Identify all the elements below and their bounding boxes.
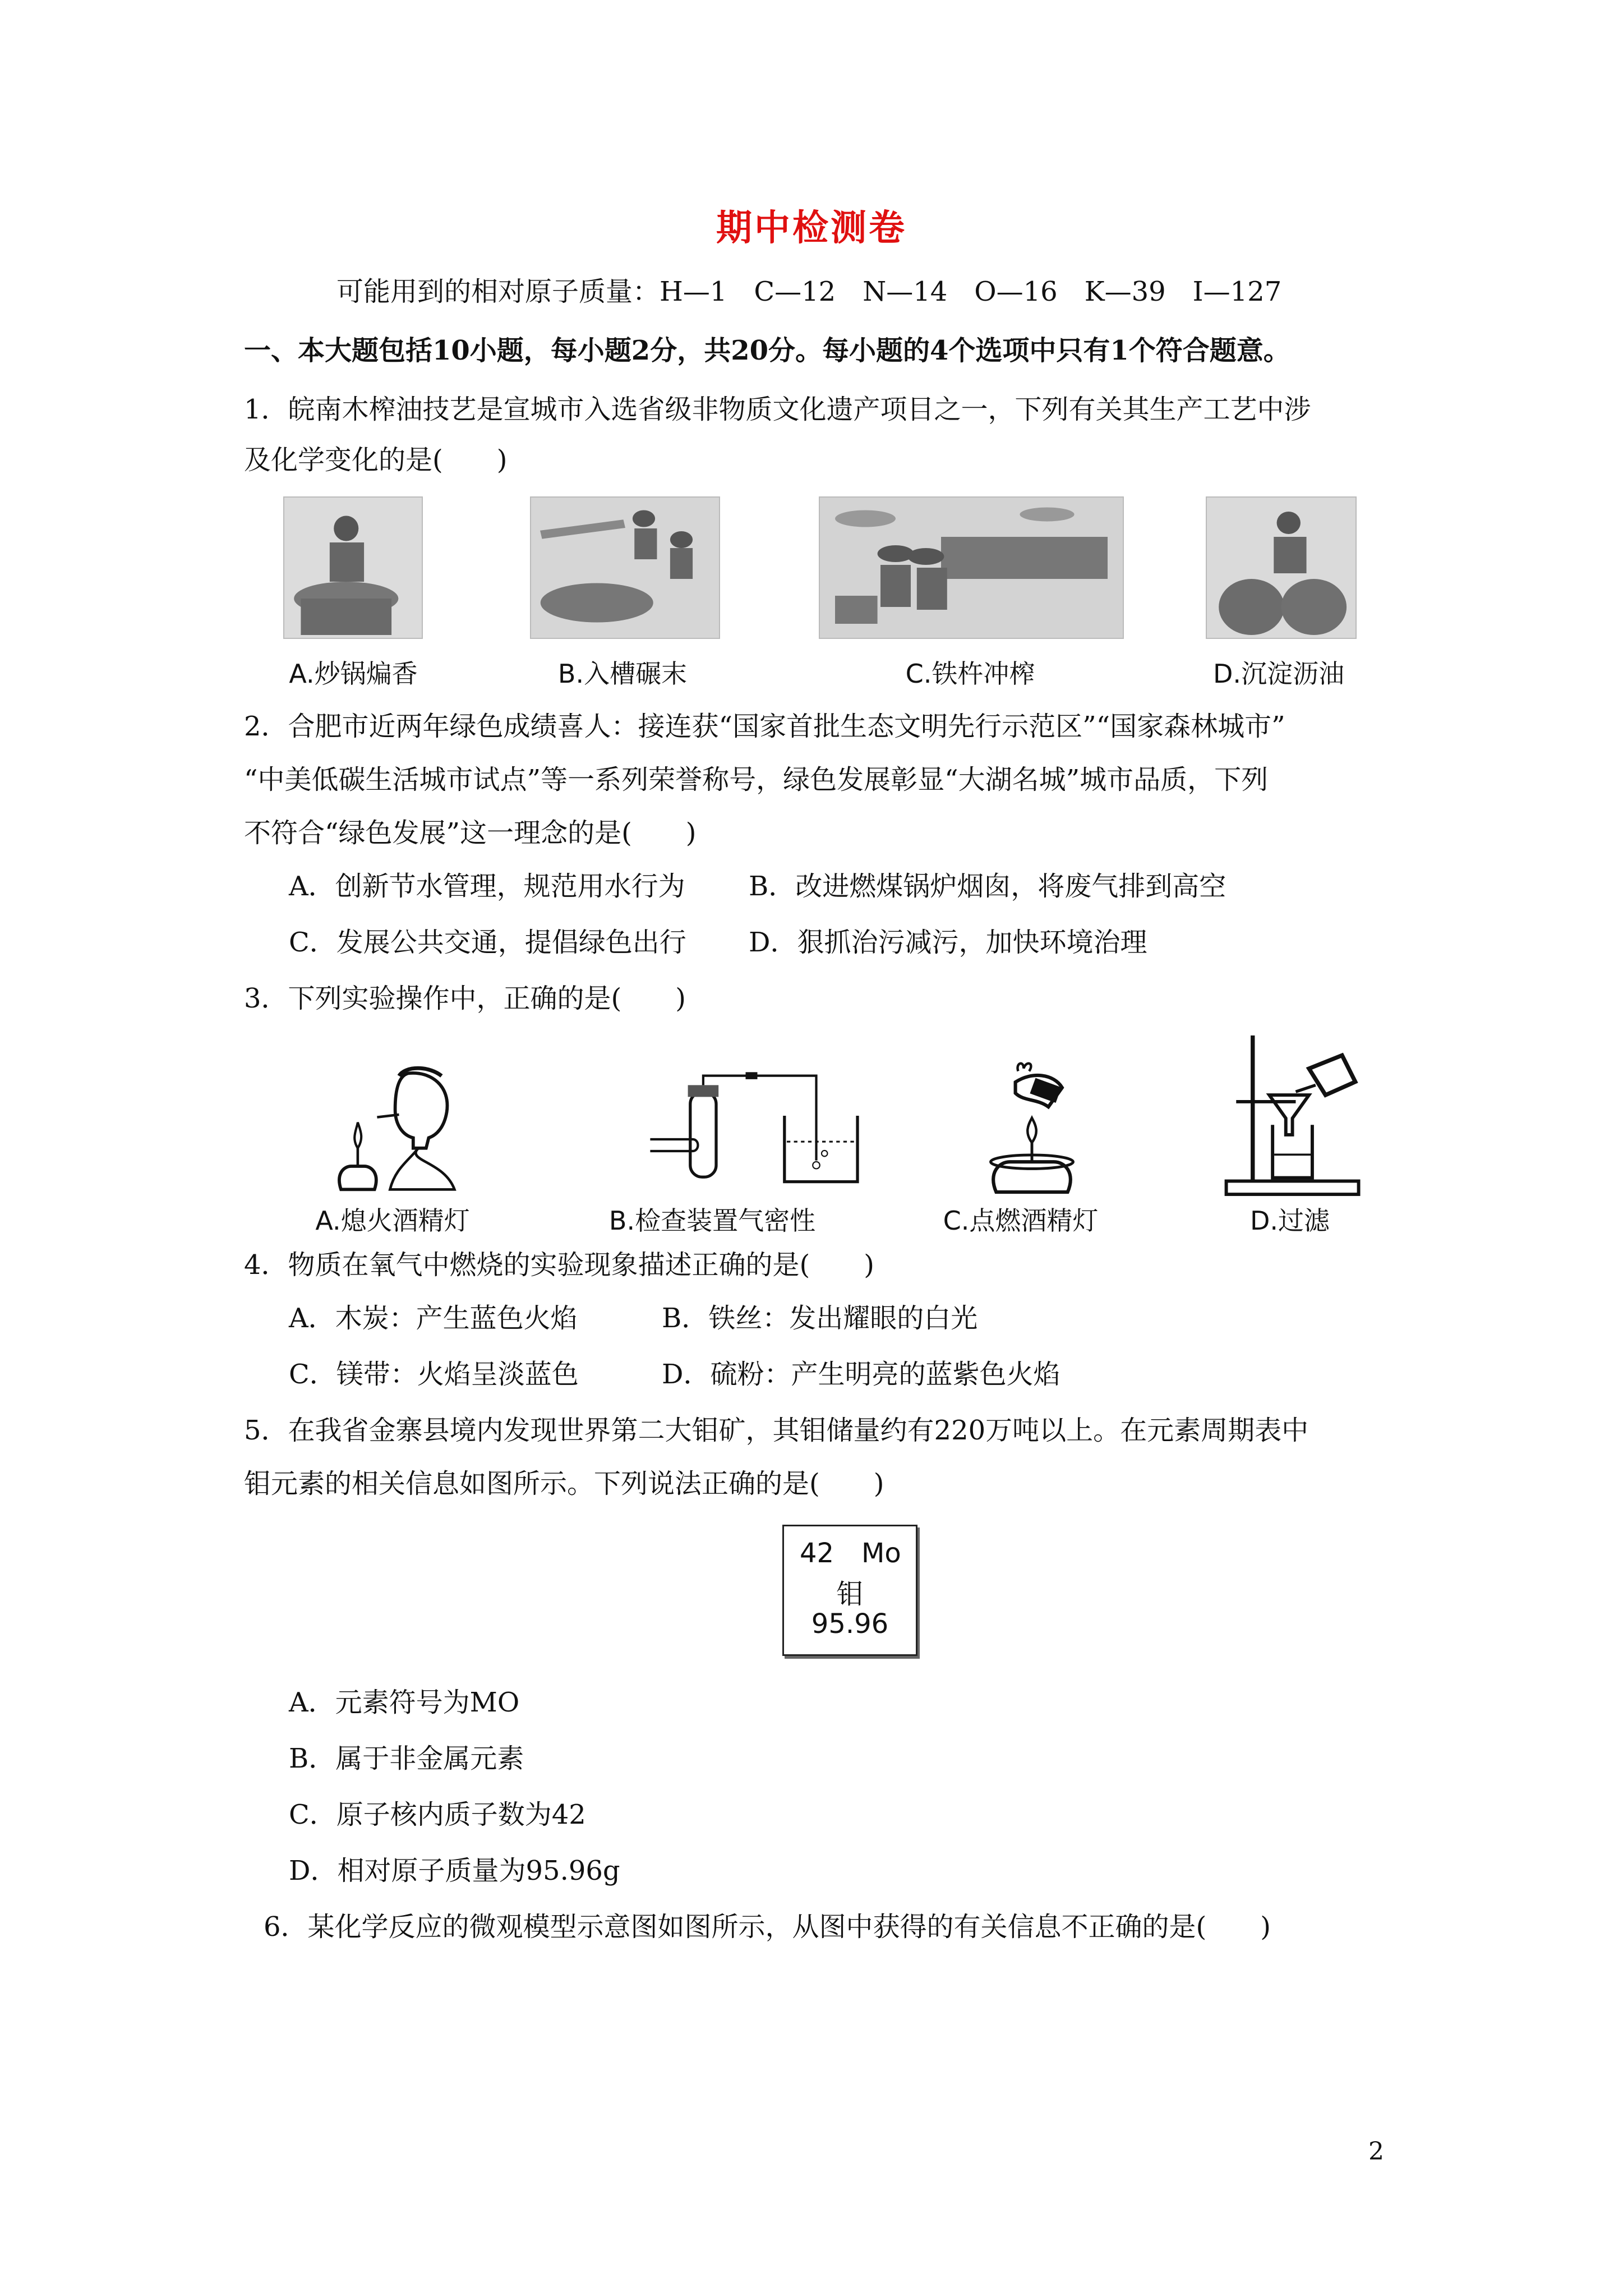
q4-option-d: D．硫粉：产生明亮的蓝紫色火焰 <box>662 1359 1061 1390</box>
q4-option-b: B．铁丝：发出耀眼的白光 <box>662 1303 978 1334</box>
q4-option-c: C．镁带：火焰呈淡蓝色 <box>289 1359 579 1390</box>
q2-option-a: A．创新节水管理，规范用水行为 <box>289 871 685 902</box>
page-number: 2 <box>1368 2137 1384 2166</box>
q1-caption-a: A.炒锅煸香 <box>289 659 418 689</box>
q5-option-b: B．属于非金属元素 <box>289 1743 524 1774</box>
element-atomic-number: 42 <box>800 1538 834 1569</box>
q3-image-d-filtration <box>1223 1032 1366 1198</box>
q1-stem-line1: 1．皖南木榨油技艺是宣城市入选省级非物质文化遗产项目之一，下列有关其生产工艺中涉 <box>244 394 1311 425</box>
element-atomic-mass: 95.96 <box>811 1608 889 1640</box>
q1-image-b-grinding <box>530 496 720 639</box>
q5-stem-line2: 钼元素的相关信息如图所示。下列说法正确的是( ) <box>244 1468 884 1499</box>
q4-stem: 4．物质在氧气中燃烧的实验现象描述正确的是( ) <box>244 1249 874 1281</box>
q2-stem-line2: “中美低碳生活城市试点”等一系列荣誉称号，绿色发展彰显“大湖名城”城市品质，下列 <box>244 764 1269 795</box>
q1-caption-d: D.沉淀沥油 <box>1212 659 1345 689</box>
q5-option-a: A．元素符号为MO <box>289 1687 520 1718</box>
q2-option-c: C．发展公共交通，提倡绿色出行 <box>289 927 686 958</box>
q6-stem: 6．某化学反应的微观模型示意图如图所示，从图中获得的有关信息不正确的是( ) <box>264 1911 1271 1943</box>
element-name: 钼 <box>836 1579 864 1610</box>
q3-caption-b: B.检查装置气密性 <box>608 1205 816 1236</box>
section-heading: 一、本大题包括10小题，每小题2分，共20分。每小题的4个选项中只有1个符合题意。 <box>244 335 1290 366</box>
q3-image-c-light-lamp-with-lamp <box>976 1057 1088 1195</box>
q5-option-c: C．原子核内质子数为42 <box>289 1799 586 1830</box>
q2-stem-line3: 不符合“绿色发展”这一理念的是( ) <box>244 817 697 849</box>
q1-caption-c: C.铁杵冲榨 <box>905 659 1035 689</box>
q5-option-d: D．相对原子质量为95.96g <box>289 1855 620 1887</box>
q3-image-b-airtightness-check <box>631 1069 872 1186</box>
q1-image-d-settling <box>1206 496 1357 639</box>
q1-image-c-pressing <box>819 496 1124 639</box>
q4-option-a: A．木炭：产生蓝色火焰 <box>289 1303 578 1334</box>
element-symbol: Mo <box>861 1538 901 1569</box>
periodic-table-cell-molybdenum <box>782 1525 917 1656</box>
q5-stem-line1: 5．在我省金寨县境内发现世界第二大钼矿，其钼储量约有220万吨以上。在元素周期表中 <box>244 1415 1309 1446</box>
q3-caption-d: D.过滤 <box>1249 1205 1330 1236</box>
q2-option-d: D．狠抓治污减污，加快环境治理 <box>749 927 1147 958</box>
q2-option-b: B．改进燃煤锅炉烟囱，将废气排到高空 <box>749 871 1227 902</box>
atomic-mass-note: 可能用到的相对原子质量：H—1 C—12 N—14 O—16 K—39 I—127 <box>336 276 1282 307</box>
q3-caption-a: A.熄火酒精灯 <box>315 1205 470 1236</box>
page-title: 期中检测卷 <box>716 207 907 249</box>
q3-caption-c: C.点燃酒精灯 <box>943 1205 1099 1236</box>
q1-caption-b: B.入槽碾末 <box>557 659 688 689</box>
q3-stem: 3．下列实验操作中，正确的是( ) <box>244 983 686 1014</box>
q2-stem-line1: 2．合肥市近两年绿色成绩喜人：接连获“国家首批生态文明先行示范区”“国家森林城市” <box>244 711 1285 742</box>
q3-image-a-blow-out-lamp <box>325 1063 460 1192</box>
q1-image-a-stir-fry <box>283 496 423 639</box>
q1-stem-line2: 及化学变化的是( ) <box>244 444 508 476</box>
